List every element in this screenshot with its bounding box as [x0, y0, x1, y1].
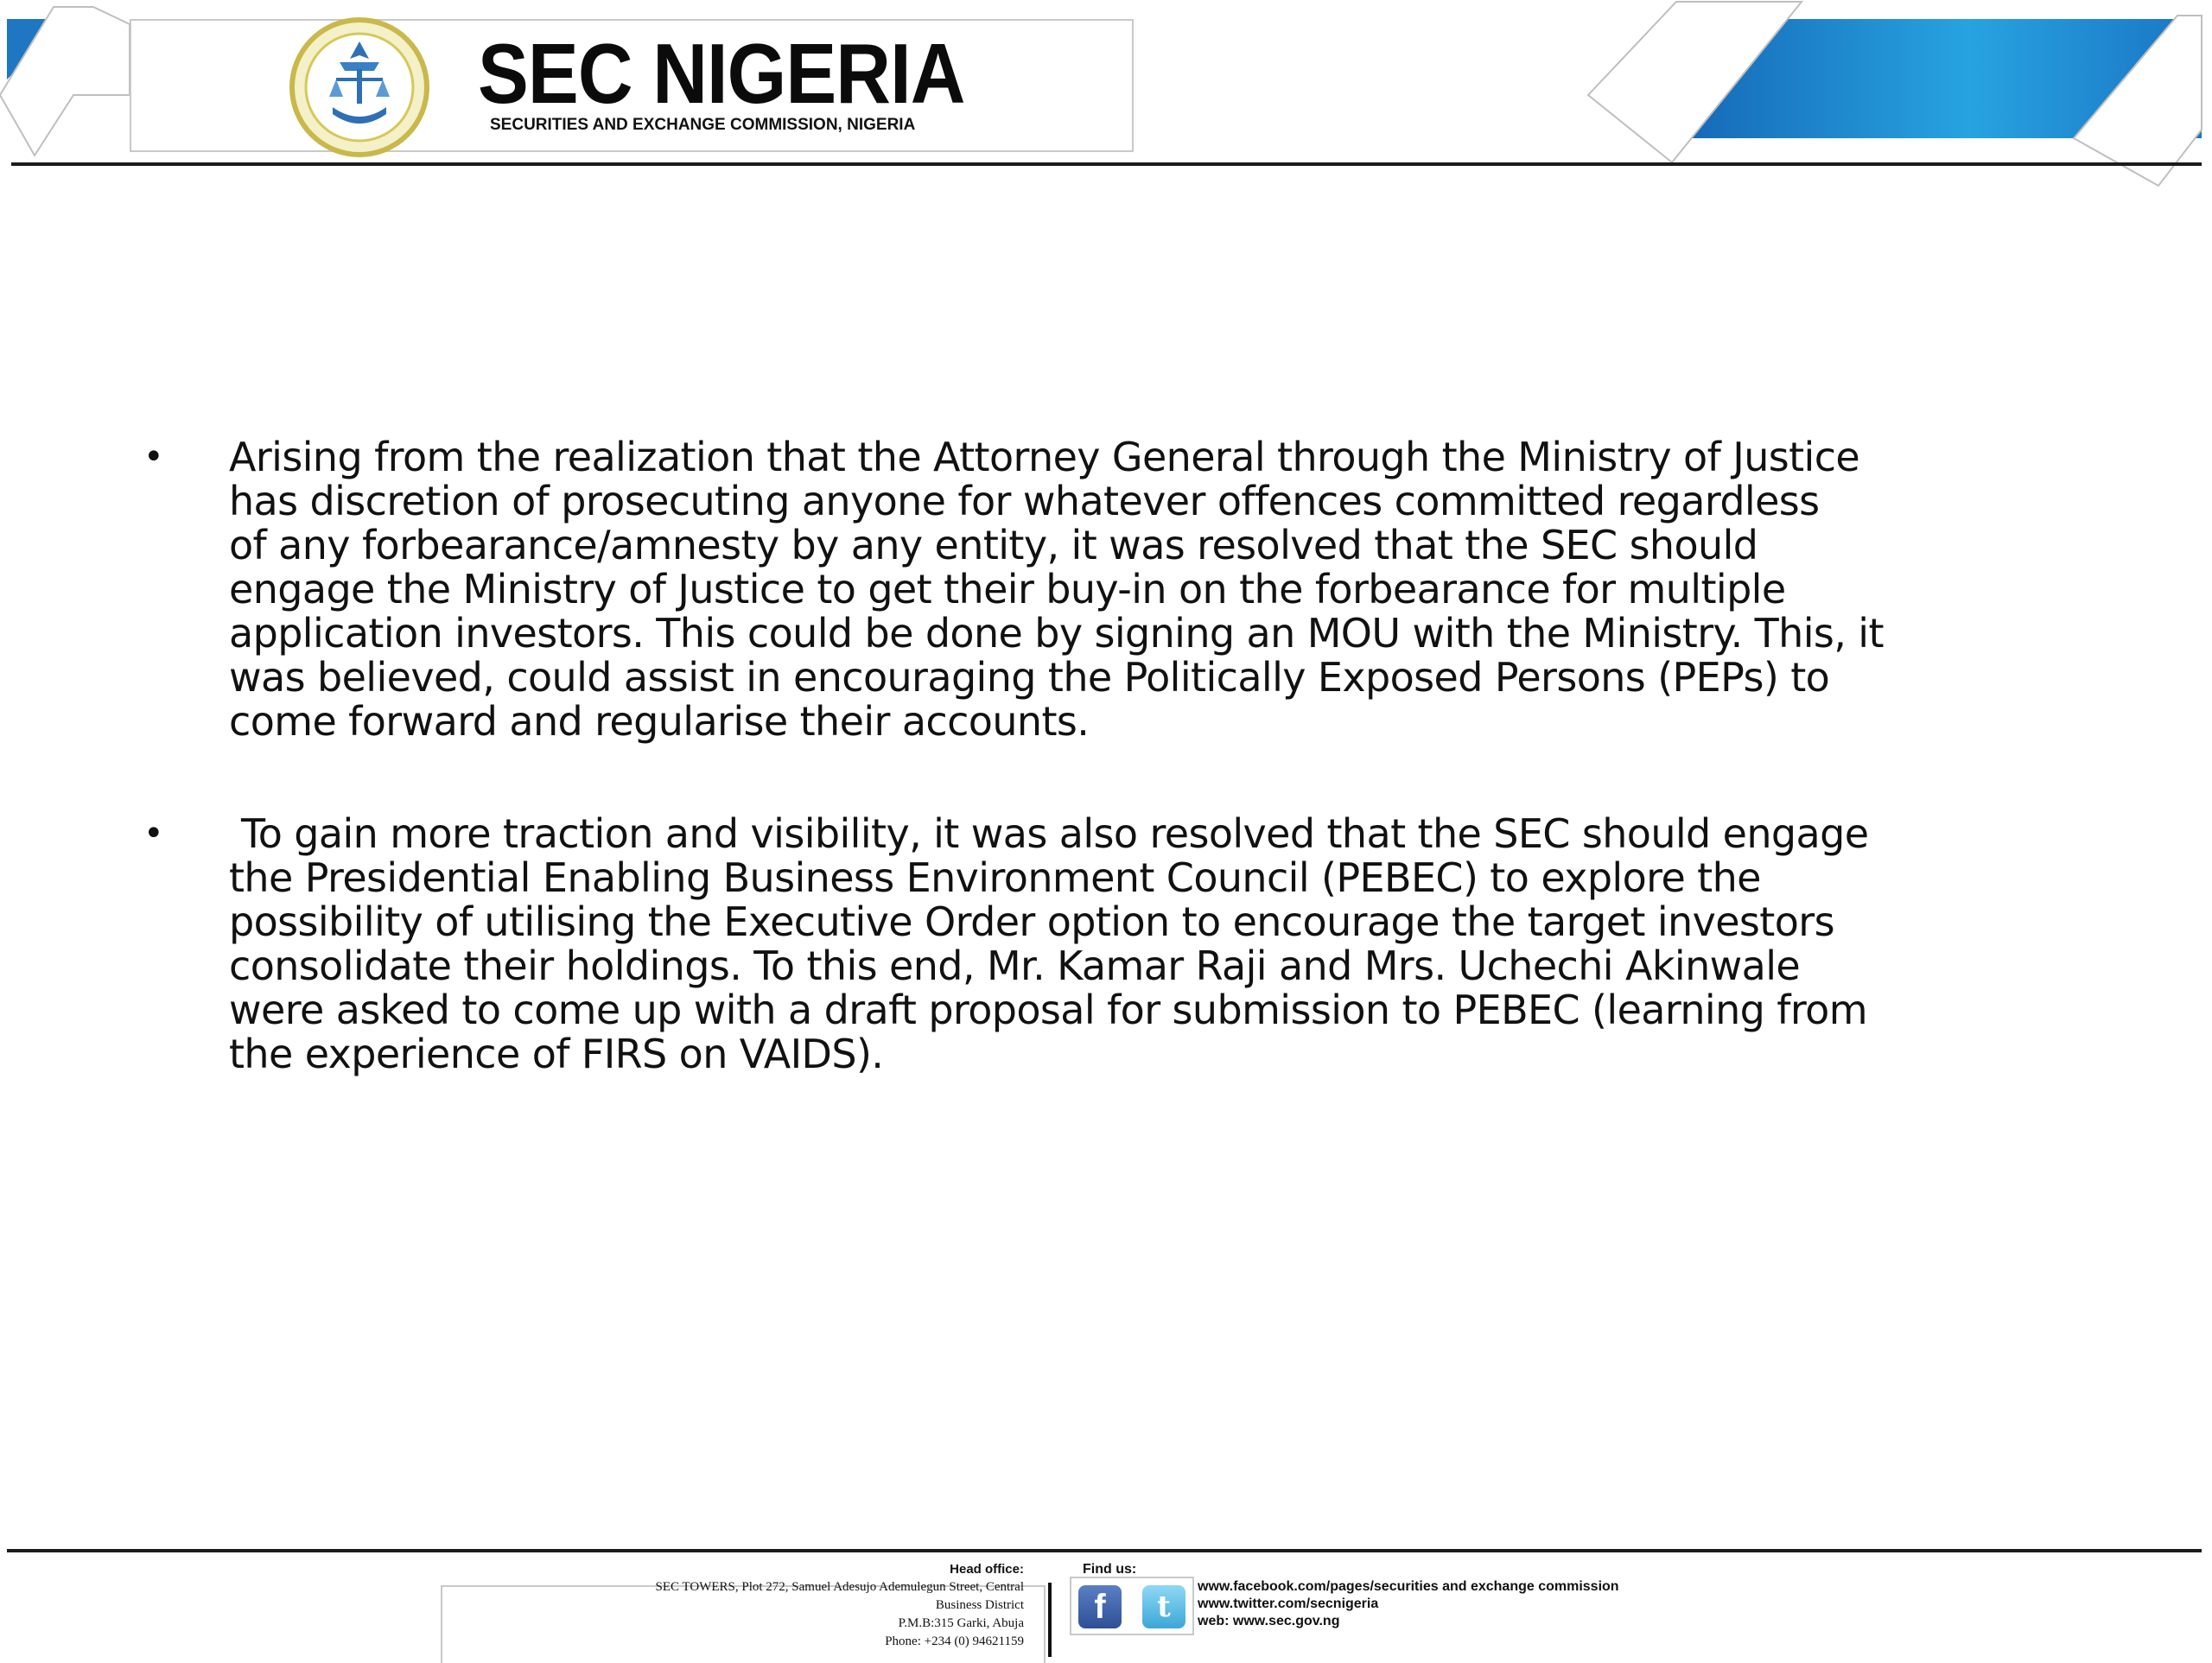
phone-number: Phone: +234 (0) 94621159: [885, 1634, 1024, 1648]
bullet-paragraph-1: Arising from the realization that the Attorney General through the Ministry of Justice has discretion of prosecuting anyone for whatever offences committed regardless of any forbearance/amnesty by any entity, it was resolved that the SEC should engage the Ministry of Justice to get their buy-in on the forbearance for multiple application investors. This could be done by signing an MOU with the Ministry. This, it was believed, could assist in encouraging the Politically Exposed Persons (PEPs) to come forward and regularise their accounts.: [229, 434, 1884, 745]
bullet-marker: •: [143, 437, 164, 477]
brand-name: SEC NIGERIA: [478, 26, 965, 121]
footer-vertical-divider: [1048, 1583, 1052, 1657]
sec-seal-logo: [289, 17, 429, 157]
footer-divider: [7, 1549, 2202, 1552]
header-divider: [11, 162, 2202, 166]
find-us-label: Find us:: [1083, 1562, 1137, 1577]
head-office-label: Head office:: [950, 1562, 1024, 1577]
header: [0, 0, 2212, 173]
address-line: SEC TOWERS, Plot 272, Samuel Adesujo Ademulegun Street, Central: [655, 1580, 1024, 1594]
bullet-marker: •: [143, 814, 164, 854]
bullet-paragraph-2: To gain more traction and visibility, it was also resolved that the SEC should engage the Presidential Enabling Business Environment Council (PEBEC) to explore the possibility of utilising the Executive Order option to encourage the target investors consolidate their holdings. To this end, Mr. Kamar Raji and Mrs. Uchechi Akinwale were asked to come up with a draft proposal for submission to PEBEC (learning from the experience of FIRS on VAIDS).: [229, 810, 1869, 1077]
facebook-link[interactable]: www.facebook.com/pages/securities and exchange commission: [1198, 1579, 1619, 1594]
head-office-address: [553, 1560, 1024, 1651]
brand-subtitle: SECURITIES AND EXCHANGE COMMISSION, NIGERIA: [490, 116, 916, 134]
address-line: Business District: [935, 1598, 1024, 1612]
address-line: P.M.B:315 Garki, Abuja: [898, 1616, 1024, 1630]
facebook-icon[interactable]: f: [1078, 1585, 1122, 1628]
social-links: [1198, 1578, 1619, 1630]
twitter-icon[interactable]: t: [1142, 1585, 1185, 1628]
twitter-link[interactable]: www.twitter.com/secnigeria: [1198, 1596, 1379, 1611]
website-link[interactable]: web: www.sec.gov.ng: [1198, 1614, 1340, 1628]
